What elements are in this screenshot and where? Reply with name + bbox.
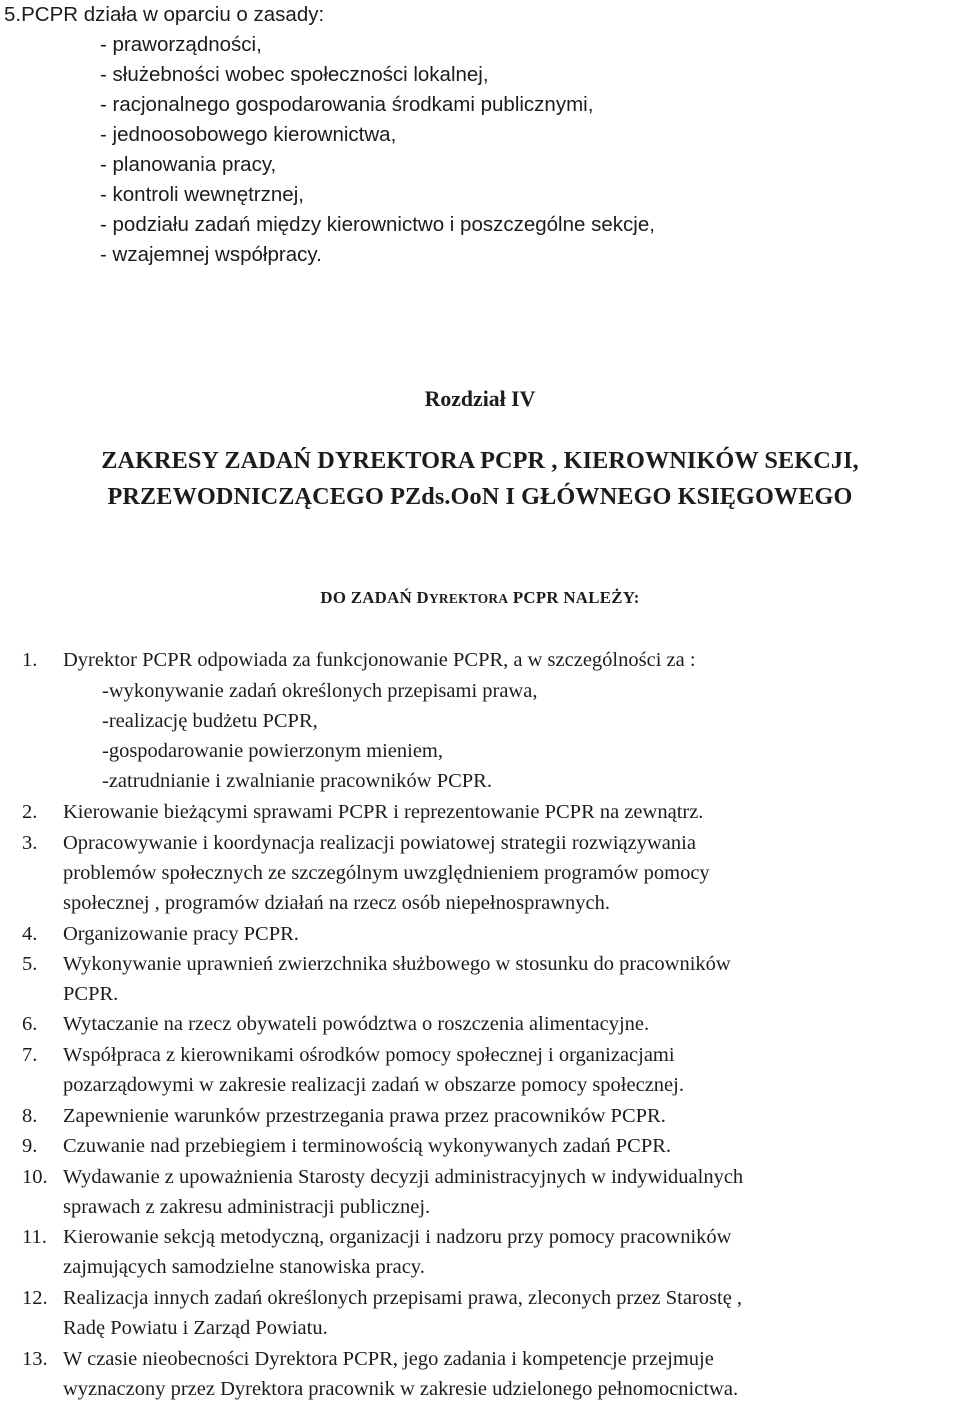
subheading-part2: YREKTORA (428, 591, 509, 606)
duty-number: 4. (22, 923, 38, 945)
duty-line: Kierowanie sekcją metodyczną, organizacji i nadzoru przy pomocy pracowników (63, 1226, 732, 1248)
duty-line: Kierowanie bieżącymi sprawami PCPR i reprezentowanie PCPR na zewnątrz. (63, 801, 704, 823)
principle-item: - planowania pracy, (100, 153, 277, 176)
duty-number: 7. (22, 1044, 38, 1066)
duty-number: 2. (22, 801, 38, 823)
duty-number: 11. (22, 1226, 47, 1248)
duty-line: sprawach z zakresu administracji publicznej. (63, 1196, 431, 1218)
chapter-heading-line1: ZAKRESY ZADAŃ DYREKTORA PCPR , KIEROWNIKÓW SEKCJI, (101, 447, 859, 474)
principle-item: - racjonalnego gospodarowania środkami publicznymi, (100, 93, 594, 116)
duty-line: Zapewnienie warunków przestrzegania prawa przez pracowników PCPR. (63, 1105, 666, 1127)
duty-line: Czuwanie nad przebiegiem i terminowością wykonywanych zadań PCPR. (63, 1135, 672, 1157)
duty-number: 6. (22, 1013, 38, 1035)
duty-number: 3. (22, 832, 38, 854)
chapter-heading-line2: PRZEWODNICZĄCEGO PZds.OoN I GŁÓWNEGO KSIĘGOWEGO (107, 483, 853, 510)
duty-line: PCPR. (63, 983, 119, 1005)
duty-line: Dyrektor PCPR odpowiada za funkcjonowanie PCPR, a w szczególności za : (63, 649, 696, 671)
duty-subitem: -wykonywanie zadań określonych przepisami prawa, (102, 680, 538, 702)
principle-item: - praworządności, (100, 33, 262, 56)
subheading-part1: DO ZADAŃ D (320, 588, 429, 607)
principle-item: - kontroli wewnętrznej, (100, 183, 304, 206)
principle-item: - podziału zadań między kierownictwo i poszczególne sekcje, (100, 213, 655, 236)
duty-line: problemów społecznych ze szczególnym uwzględnieniem programów pomocy (63, 862, 710, 884)
duty-line: społecznej , programów działań na rzecz osób niepełnosprawnych. (63, 892, 611, 914)
duty-line: pozarządowymi w zakresie realizacji zadań w obszarze pomocy społecznej. (63, 1074, 684, 1096)
duty-subitem: -zatrudnianie i zwalnianie pracowników PCPR. (102, 770, 492, 792)
duty-number: 5. (22, 953, 38, 975)
principle-item: - wzajemnej współpracy. (100, 243, 322, 266)
duty-line: W czasie nieobecności Dyrektora PCPR, jego zadania i kompetencje przejmuje (63, 1348, 714, 1370)
duty-subitem: -realizację budżetu PCPR, (102, 710, 318, 732)
duty-line: zajmujących samodzielne stanowiska pracy. (63, 1256, 425, 1278)
duty-line: wyznaczony przez Dyrektora pracownik w zakresie udzielonego pełnomocnictwa. (63, 1378, 739, 1400)
duty-line: Wytaczanie na rzecz obywateli powództwa o roszczenia alimentacyjne. (63, 1013, 650, 1035)
duty-line: Realizacja innych zadań określonych przepisami prawa, zleconych przez Starostę , (63, 1287, 743, 1309)
duty-number: 12. (22, 1287, 48, 1309)
duty-number: 1. (22, 649, 38, 671)
duty-number: 8. (22, 1105, 38, 1127)
duty-line: Wydawanie z upoważnienia Starosty decyzji administracyjnych w indywidualnych (63, 1166, 744, 1188)
principle-item: - jednoosobowego kierownictwa, (100, 123, 397, 146)
duty-line: Radę Powiatu i Zarząd Powiatu. (63, 1317, 328, 1339)
duty-line: Współpraca z kierownikami ośrodków pomocy społecznej i organizacjami (63, 1044, 675, 1066)
principle-item: - służebności wobec społeczności lokalnej, (100, 63, 489, 86)
duty-subitem: -gospodarowanie powierzonym mieniem, (102, 740, 444, 762)
principles-intro: 5.PCPR działa w oparciu o zasady: (4, 3, 325, 26)
chapter-label: Rozdział IV (424, 386, 536, 411)
duty-number: 13. (22, 1348, 48, 1370)
duty-line: Organizowanie pracy PCPR. (63, 923, 299, 945)
duty-number: 10. (22, 1166, 48, 1188)
duty-line: Opracowywanie i koordynacja realizacji powiatowej strategii rozwiązywania (63, 832, 696, 854)
subheading-part3: PCPR NALEŻY: (508, 588, 640, 607)
duty-line: Wykonywanie uprawnień zwierzchnika służbowego w stosunku do pracowników (63, 953, 731, 975)
section-subheading (5, 583, 955, 614)
duty-number: 9. (22, 1135, 38, 1157)
